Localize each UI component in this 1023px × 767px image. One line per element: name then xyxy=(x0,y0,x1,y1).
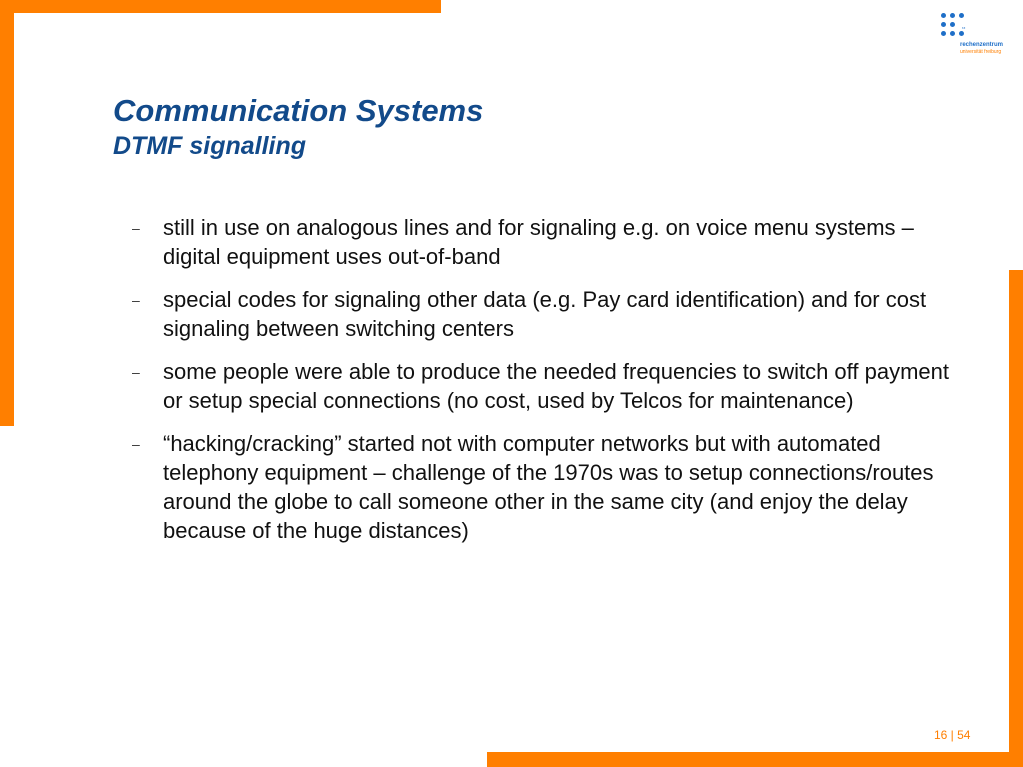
bullet-item xyxy=(130,429,953,545)
bullet-dash: – xyxy=(132,364,140,380)
bullet-item xyxy=(130,213,953,271)
right-accent-bar xyxy=(1009,270,1023,767)
bullet-dash: – xyxy=(132,220,140,236)
bottom-accent-bar xyxy=(487,752,1023,767)
logo-name: rechenzentrum xyxy=(960,42,1004,48)
bullet-dash: – xyxy=(132,436,140,452)
bullet-text: special codes for signaling other data (e.g. Pay card identification) and for cost signaling between switching centers xyxy=(163,287,927,341)
top-accent-bar xyxy=(0,0,441,13)
bullet-item xyxy=(130,357,953,415)
bullet-text: some people were able to produce the needed frequencies to switch off payment or setup special connections (no cost, used by Telcos for maintenance) xyxy=(163,359,949,413)
bullet-list xyxy=(130,213,960,559)
bullet-item xyxy=(130,285,953,343)
logo-subtitle: universität freiburg xyxy=(960,49,1002,55)
dot-grid-icon xyxy=(941,13,971,43)
slide-subtitle: DTMF signalling xyxy=(113,132,307,160)
slide-title: Communication Systems xyxy=(113,93,484,128)
bullet-text: “hacking/cracking” started not with computer networks but with automated telephony equipment – challenge of the 1970s was to setup connections/routes around the globe to call someone other in the same city (and enjoy the delay because of the huge distances) xyxy=(163,431,934,543)
left-accent-bar xyxy=(0,0,14,426)
logo-badge: rz xyxy=(962,25,966,30)
page-number: 16 | 54 xyxy=(934,728,971,742)
bullet-dash: – xyxy=(132,292,140,308)
bullet-text: still in use on analogous lines and for signaling e.g. on voice menu systems – digital equipment uses out-of-band xyxy=(163,215,914,269)
university-logo xyxy=(938,13,1008,63)
